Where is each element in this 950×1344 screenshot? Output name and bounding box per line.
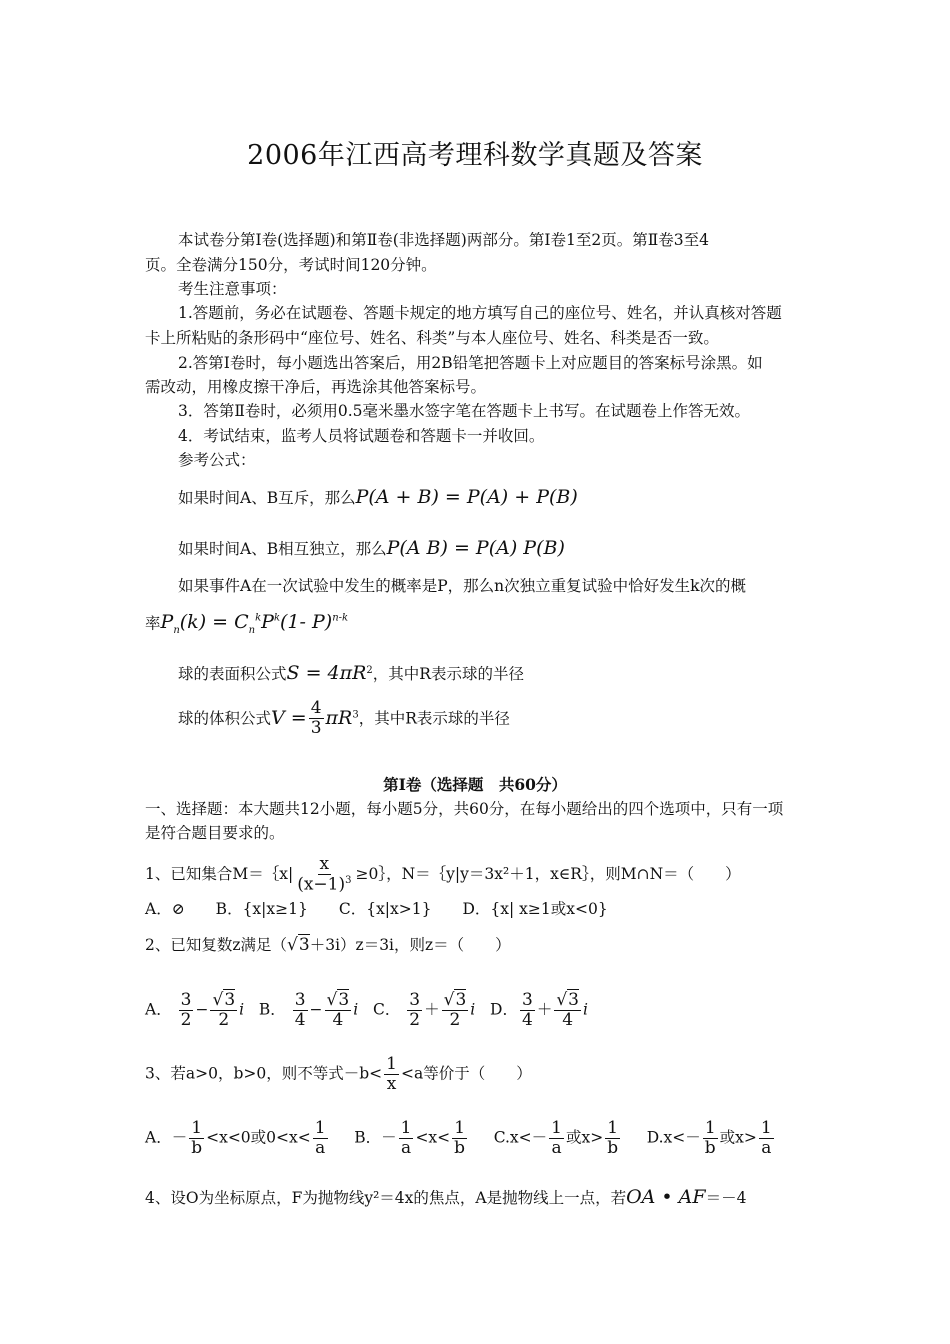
notice-item: 3．答第Ⅱ卷时，必须用0.5毫米墨水签字笔在答题卡上书写。在试题卷上作答无效。 [178, 402, 751, 420]
notice-heading: 考生注意事项： [178, 280, 287, 298]
formula-math: S = 4πR [286, 662, 367, 685]
part-instruction: 是符合题目要求的。 [145, 824, 285, 842]
formula-binomial: 率$P_n(k) = C_n^kP^k(1-$ P)$^{n-k}$ [145, 611, 349, 637]
page-title: 2006年江西高考理科数学真题及答案 [247, 140, 703, 171]
formula-sphere-area: 球的表面积公式$S = 4\pi R^2$，其中R表示球的半径 [178, 662, 524, 685]
notice-item: 2.答第Ⅰ卷时，每小题选出答案后，用2B铅笔把答题卡上对应题目的答案标号涂黑。如 [178, 354, 763, 372]
part-instruction: 一、选择题：本大题共12小题，每小题5分，共60分，在每小题给出的四个选项中，只有一项 [145, 800, 784, 818]
vector-dot-product: OA • AF [626, 1186, 706, 1208]
notice-item: 卡上所粘贴的条形码中“座位号、姓名、科类”与本人座位号、姓名、科类是否一致。 [145, 329, 719, 347]
question-1: 1、已知集合M＝｛x| $\frac{x}{(x-1)^3}$ ≥0｝，N＝｛y|y＝3x²＋1，x∈R｝，则M∩N＝（ ） [145, 854, 741, 895]
formula-independent: 如果时间A、B相互独立，那么P(A B) = P(A) P(B) [178, 537, 565, 559]
question-3-options: A．－ $\frac{1}{b}$ <x<0或0<x< $\frac{1}{a}$ B．－ $\frac{1}{a}$ <x< $\frac{1}{b}$ C.x<－ $\frac{1}{a}$ 或x> $\frac{1}{b}$ D.x<－ $\frac{1}{b}$ 或x> $\frac{1}{a}$ [145, 1118, 772, 1158]
notice-item: 需改动，用橡皮擦干净后，再选涂其他答案标号。 [145, 378, 487, 396]
question-3: 3、若a>0，b>0，则不等式－b< $\frac{1}{x}$ <a等价于（ ） [145, 1054, 532, 1094]
formula-exclusive: 如果时间A、B互斥，那么P(A + B) = P(A) + P(B) [178, 486, 578, 508]
question-1-options: A．⊘ B．{x|x≥1} C．{x|x>1} D．{x| x≥1或x<0} [145, 900, 608, 918]
reference-heading: 参考公式： [178, 451, 256, 469]
intro-line: 页。全卷满分150分，考试时间120分钟。 [145, 256, 437, 274]
notice-item: 1.答题前，务必在试题卷、答题卡规定的地方填写自己的座位号、姓名，并认真核对答题 [178, 304, 782, 322]
formula-sphere-volume: 球的体积公式V = $\frac{4}{3}$ $\pi R^3$，其中R表示球的半径 [178, 698, 510, 738]
formula-binomial-text: 如果事件A在一次试验中发生的概率是P，那么n次独立重复试验中恰好发生k次的概 [178, 577, 747, 595]
intro-line: 本试卷分第Ⅰ卷(选择题)和第Ⅱ卷(非选择题)两部分。第Ⅰ卷1至2页。第Ⅱ卷3至4 [178, 231, 709, 249]
question-2-options: A． $\frac{3}{2}$ − $\frac{√3}{2}$ i B． $\frac{3}{4}$ − $\frac{√3}{4}$ i C． $\frac{3}{2}$ ＋ $\frac{√3}{2}$ i D． $\frac{3}{4}$ ＋ $\frac{√3}{4}$ i [145, 990, 588, 1030]
formula-math: P(A + B) = P(A) + P(B) [355, 486, 578, 508]
question-2: 2、已知复数z满足（√3＋3i）z＝3i，则z＝（ ） [145, 935, 511, 955]
section-heading: 第Ⅰ卷（选择题 共60分） [383, 775, 567, 794]
formula-math: $P_n(k) = C_n^kP^k(1-$ P)$^{n-k}$ [160, 611, 349, 637]
formula-math: P(A B) = P(A) P(B) [386, 537, 565, 559]
fraction: $\frac{x}{(x-1)^3}$ [297, 854, 352, 895]
formula-math: V = $\frac{4}{3}$ πR [271, 698, 353, 738]
notice-item: 4．考试结束，监考人员将试题卷和答题卡一并收回。 [178, 427, 545, 445]
question-4: 4、设O为坐标原点，F为抛物线y²＝4x的焦点，A是抛物线上一点，若OA • AF＝－4 [145, 1186, 747, 1208]
